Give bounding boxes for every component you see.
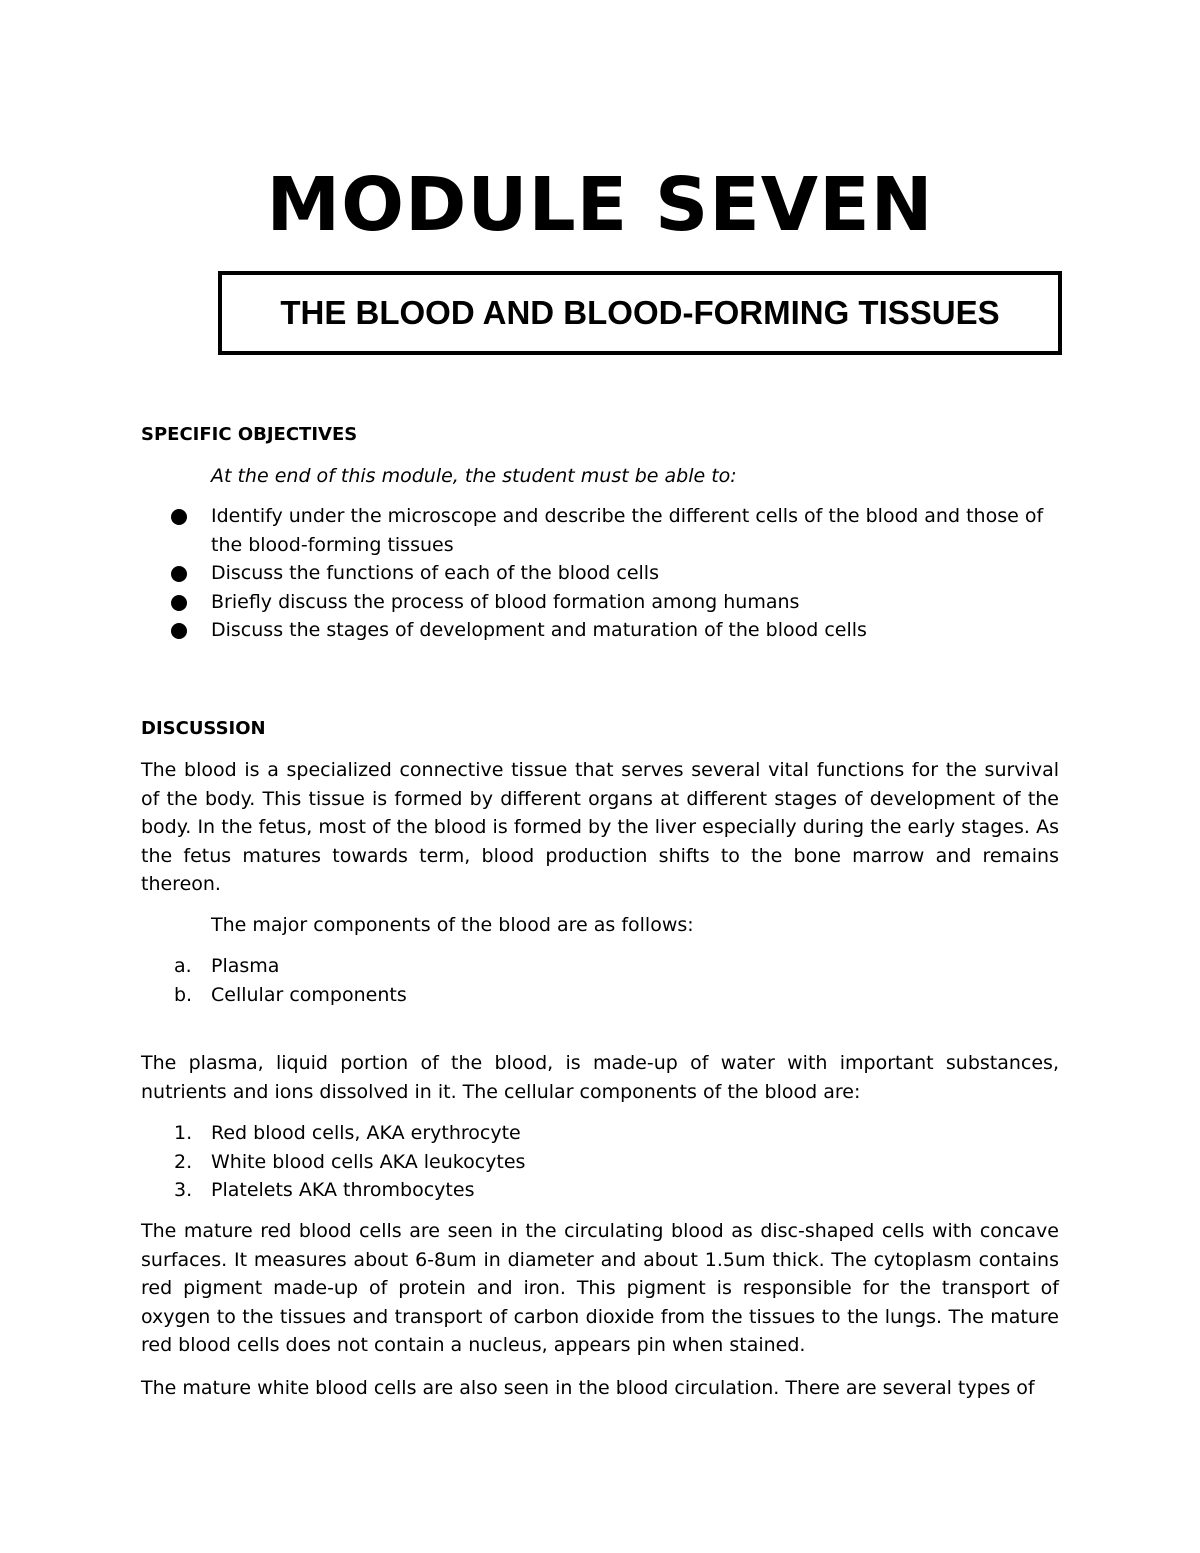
components-intro: The major components of the blood are as follows: bbox=[211, 914, 694, 936]
cell-item bbox=[141, 1148, 1059, 1177]
objective-item bbox=[141, 588, 1061, 617]
component-text: Plasma bbox=[211, 955, 280, 977]
objective-text: Discuss the stages of development and maturation of the blood cells bbox=[211, 619, 867, 642]
red-cells-paragraph: The mature red blood cells are seen in the circulating blood as disc-shaped cells with concave surfaces. It measures about 6-8um in diameter and about 1.5um thick. The cytoplasm contains red pigment made-up of protein and iron. This pigment is responsible for the transport of oxygen to the tissues and transport of carbon dioxide from the tissues to the lungs. The mature red blood cells does not contain a nucleus, appears pin when stained. bbox=[141, 1220, 1059, 1357]
cell-text: White blood cells AKA leukocytes bbox=[211, 1150, 526, 1173]
white-cells-paragraph: The mature white blood cells are also seen in the blood circulation. There are several types of bbox=[141, 1377, 1035, 1399]
module-title: MODULE SEVEN bbox=[266, 162, 934, 248]
objectives-intro: At the end of this module, the student must be able to: bbox=[211, 465, 737, 487]
bullet-icon bbox=[171, 566, 187, 582]
discussion-paragraph: The blood is a specialized connective tissue that serves several vital functions for the survival of the body. This tissue is formed by different organs at different stages of development of the body. In the fetus, most of the blood is formed by the liver especially during the early stages. As the fetus matures towards term, blood production shifts to the bone marrow and remains thereon. bbox=[141, 759, 1059, 896]
cells-list bbox=[141, 1119, 1059, 1205]
component-item bbox=[141, 981, 1059, 1010]
list-marker: 1. bbox=[174, 1122, 193, 1144]
list-marker: 3. bbox=[174, 1179, 193, 1202]
objective-text: Discuss the functions of each of the blood cells bbox=[211, 562, 659, 585]
list-marker: a. bbox=[174, 955, 192, 977]
bullet-icon bbox=[171, 509, 187, 525]
objectives-heading: SPECIFIC OBJECTIVES bbox=[141, 424, 358, 445]
cell-item bbox=[141, 1119, 1059, 1148]
objective-item bbox=[141, 559, 1061, 588]
list-marker: 2. bbox=[174, 1150, 193, 1173]
bullet-icon bbox=[171, 595, 187, 611]
component-item bbox=[141, 952, 1059, 981]
components-list bbox=[141, 952, 1059, 1009]
discussion-heading: DISCUSSION bbox=[141, 718, 266, 739]
list-marker: b. bbox=[174, 983, 193, 1006]
bullet-icon bbox=[171, 623, 187, 639]
cell-text: Platelets AKA thrombocytes bbox=[211, 1179, 475, 1202]
subtitle-box bbox=[218, 271, 1062, 355]
objective-item bbox=[141, 616, 1061, 645]
cell-item bbox=[141, 1176, 1059, 1205]
objective-item bbox=[141, 502, 1061, 559]
module-subtitle: THE BLOOD AND BLOOD-FORMING TISSUES bbox=[280, 294, 1000, 331]
objective-text: Identify under the microscope and describe the different cells of the blood and those of the blood-forming tissues bbox=[211, 505, 1044, 556]
component-text: Cellular components bbox=[211, 983, 407, 1006]
plasma-paragraph: The plasma, liquid portion of the blood, is made-up of water with important substances, nutrients and ions dissolved in it. The cellular components of the blood are: bbox=[141, 1052, 1059, 1103]
objective-text: Briefly discuss the process of blood formation among humans bbox=[211, 590, 800, 613]
objectives-list bbox=[141, 502, 1061, 645]
cell-text: Red blood cells, AKA erythrocyte bbox=[211, 1122, 521, 1144]
